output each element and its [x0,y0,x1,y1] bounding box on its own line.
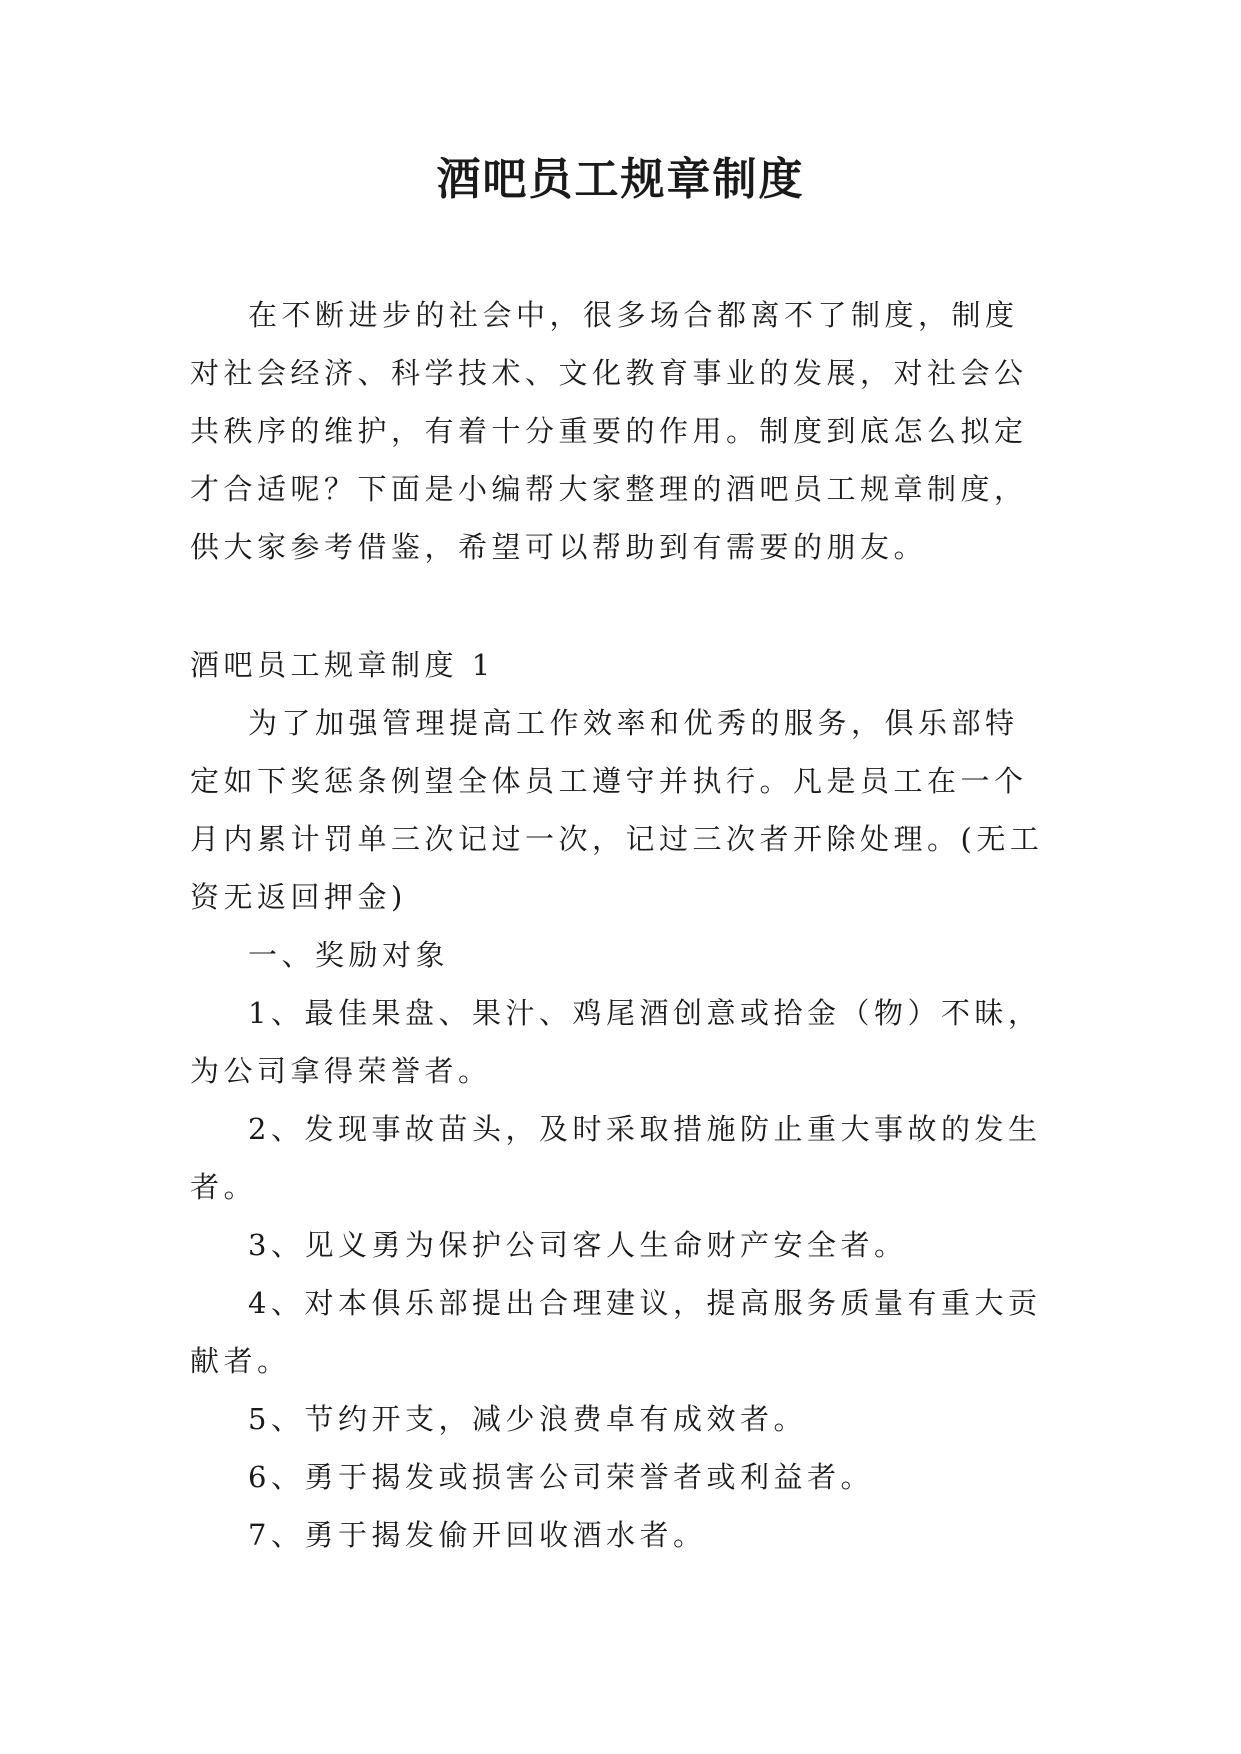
list-item: 2、发现事故苗头，及时采取措施防止重大事故的发生者。 [190,1112,1042,1204]
paragraph-reward-heading: 一、奖励对象 [248,938,450,972]
document-title: 酒吧员工规章制度 [436,154,805,205]
section-content [190,694,1050,1564]
list-item: 3、见义勇为保护公司客人生命财产安全者。 [248,1228,908,1262]
section-heading: 酒吧员工规章制度 1 [190,648,495,682]
list-item: 1、最佳果盘、果汁、鸡尾酒创意或拾金（物）不昧，为公司拿得荣誉者。 [190,996,1042,1088]
list-item: 4、对本俱乐部提出合理建议，提高服务质量有重大贡献者。 [190,1286,1042,1378]
list-item: 6、勇于揭发或损害公司荣誉者或利益者。 [248,1460,874,1494]
list-item: 5、节约开支，减少浪费卓有成效者。 [248,1402,807,1436]
paragraph-preamble: 为了加强管理提高工作效率和优秀的服务，俱乐部特定如下奖惩条例望全体员工遵守并执行。凡是员工在一个月内累计罚单三次记过一次，记过三次者开除处理。(无工资无返回押金) [190,706,1044,914]
intro-paragraph: 在不断进步的社会中，很多场合都离不了制度，制度对社会经济、科学技术、文化教育事业的发展，对社会公共秩序的维护，有着十分重要的作用。制度到底怎么拟定才合适呢？下面是小编帮大家整理的酒吧员工规章制度，供大家参考借鉴，希望可以帮助到有需要的朋友。 [190,298,1028,564]
list-item: 7、勇于揭发偷开回收酒水者。 [248,1518,707,1552]
